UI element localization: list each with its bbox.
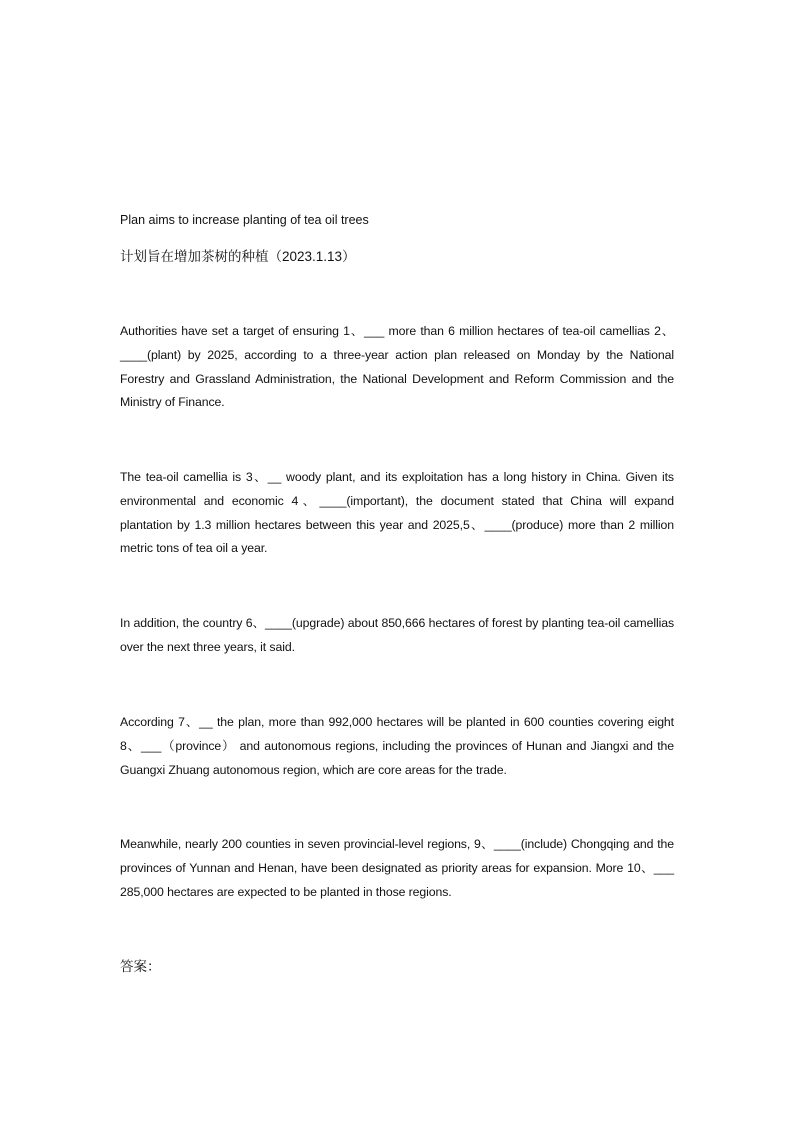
paragraph-5: Meanwhile, nearly 200 counties in seven provincial-level regions, 9、____(include) Chongqing and the provinces of Yunnan and Henan, have been designated as priority areas for expansion. More 10、___ 285,000 hectares are expected to be planted in those regions.: [120, 837, 674, 899]
paragraph-1: Authorities have set a target of ensuring 1、___ more than 6 million hectares of tea-oil camellias 2、____(plant) by 2025, according to a three-year action plan released on Monday by the National Forestry and Grassland Administration, the National Development and Reform Commission and the Ministry of Finance.: [120, 324, 674, 410]
document-title-english: Plan aims to increase planting of tea oil trees: [120, 213, 369, 227]
answer-label: 答案：: [120, 959, 161, 974]
paragraph-2: The tea-oil camellia is 3、__ woody plant, and its exploitation has a long history in China. Given its environmental and economic 4、____(important), the document stated that China will expand plantation by 1.3 million hectares between this year and 2025,5、____(produce) more than 2 million metric tons of tea oil a year.: [120, 470, 674, 556]
document-title-chinese: 计划旨在增加茶树的种植（2023.1.13）: [120, 249, 356, 264]
paragraph-3: In addition, the country 6、____(upgrade) about 850,666 hectares of forest by planting tea-oil camellias over the next three years, it said.: [120, 616, 674, 654]
paragraph-4: According 7、__ the plan, more than 992,000 hectares will be planted in 600 counties covering eight 8、___（province） and autonomous regions, including the provinces of Hunan and Jiangxi and the Guangxi Zhuang autonomous region, which are core areas for the trade.: [120, 715, 674, 777]
